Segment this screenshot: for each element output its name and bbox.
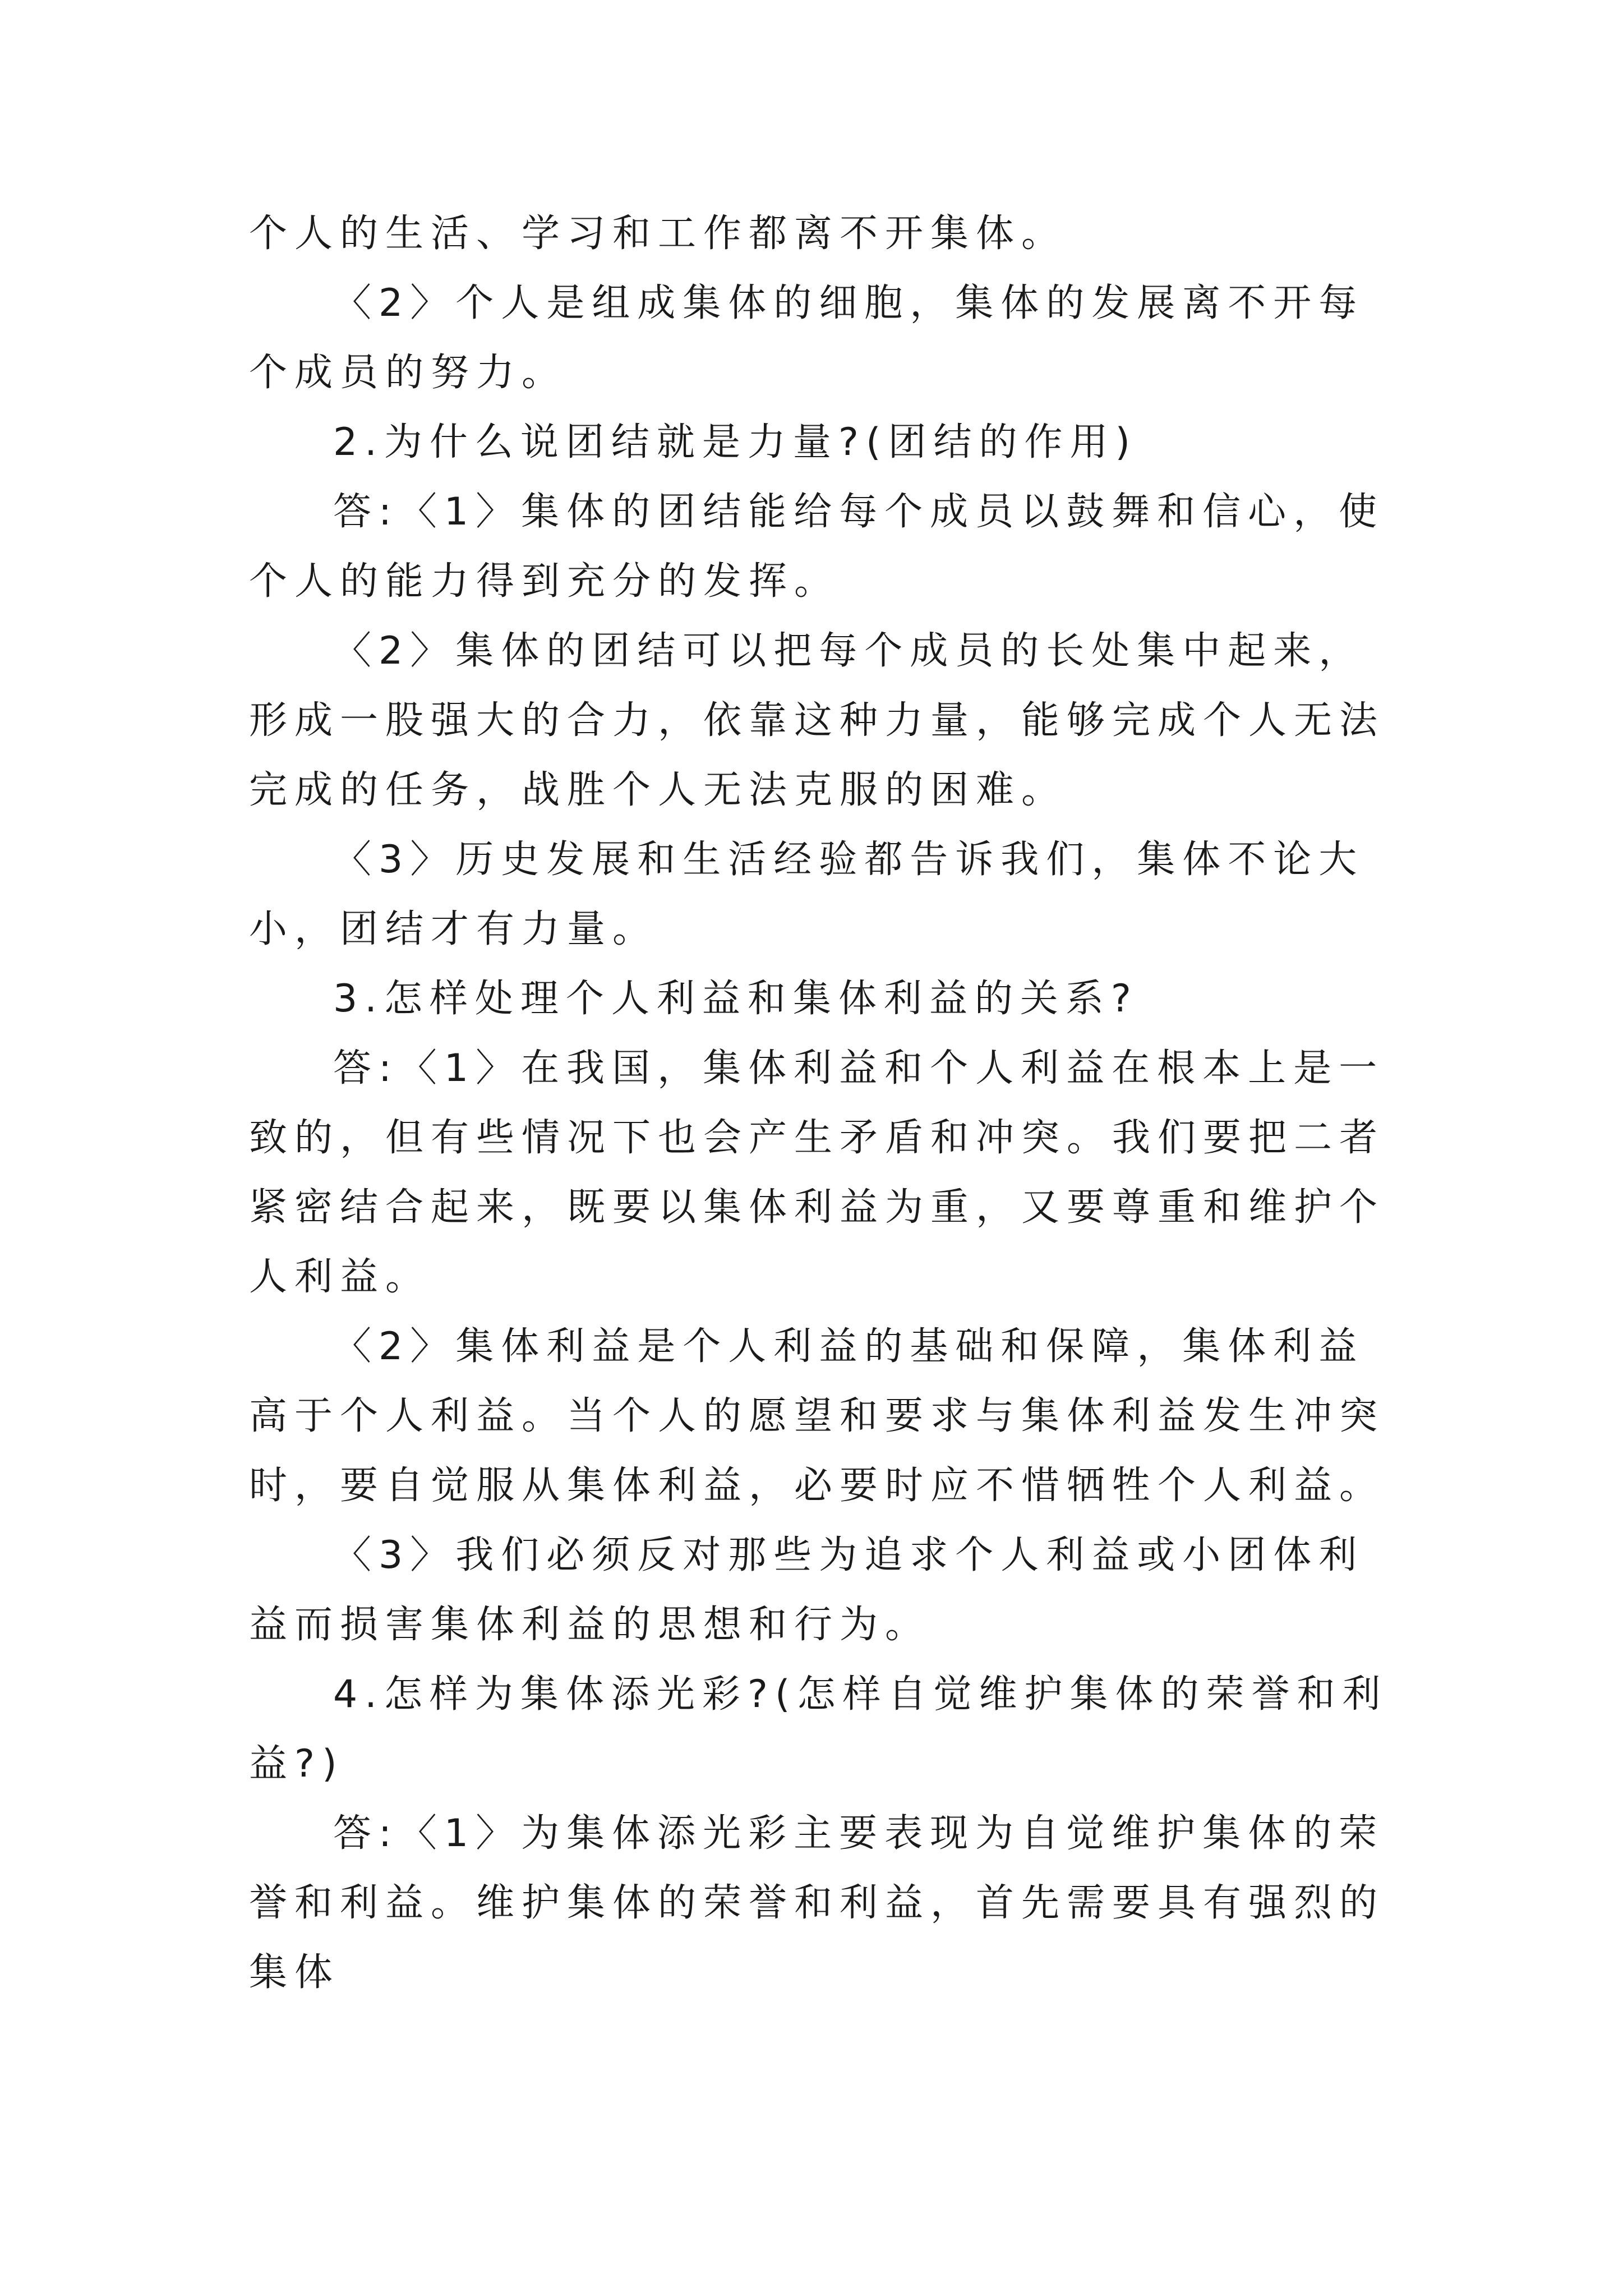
paragraph-5: 〈3〉历史发展和生活经验都告诉我们，集体不论大小，团结才有力量。: [249, 838, 1364, 951]
question-4-heading: 4.怎样为集体添光彩?(怎样自觉维护集体的荣誉和利益?): [249, 1672, 1388, 1786]
paragraph-7: 答:〈1〉在我国，集体利益和个人利益在根本上是一致的，但有些情况下也会产生矛盾和冲突。我们要把二者紧密结合起来，既要以集体利益为重，又要尊重和维护个人利益。: [249, 1046, 1385, 1299]
document-body: [249, 199, 1393, 2008]
paragraph-11: 答:〈1〉为集体添光彩主要表现为自觉维护集体的荣誉和利益。维护集体的荣誉和利益，首先需要具有强烈的集体: [249, 1811, 1385, 1995]
paragraph-3: 答:〈1〉集体的团结能给每个成员以鼓舞和信心，使个人的能力得到充分的发挥。: [249, 490, 1385, 604]
paragraph-1: 〈2〉个人是组成集体的细胞，集体的发展离不开每个成员的努力。: [249, 281, 1364, 395]
paragraph-0: 个人的生活、学习和工作都离不开集体。: [249, 211, 1067, 256]
question-3-heading: 3.怎样处理个人利益和集体利益的关系?: [333, 977, 1138, 1021]
paragraph-8: 〈2〉集体利益是个人利益的基础和保障，集体利益高于个人利益。当个人的愿望和要求与集体利益发生冲突时，要自觉服从集体利益，必要时应不惜牺牲个人利益。: [249, 1324, 1385, 1508]
question-2-heading: 2.为什么说团结就是力量?(团结的作用): [333, 420, 1138, 464]
paragraph-4: 〈2〉集体的团结可以把每个成员的长处集中起来，形成一股强大的合力，依靠这种力量，能够完成个人无法完成的任务，战胜个人无法克服的困难。: [249, 629, 1385, 812]
paragraph-9: 〈3〉我们必须反对那些为追求个人利益或小团体利益而损害集体利益的思想和行为。: [249, 1533, 1364, 1647]
